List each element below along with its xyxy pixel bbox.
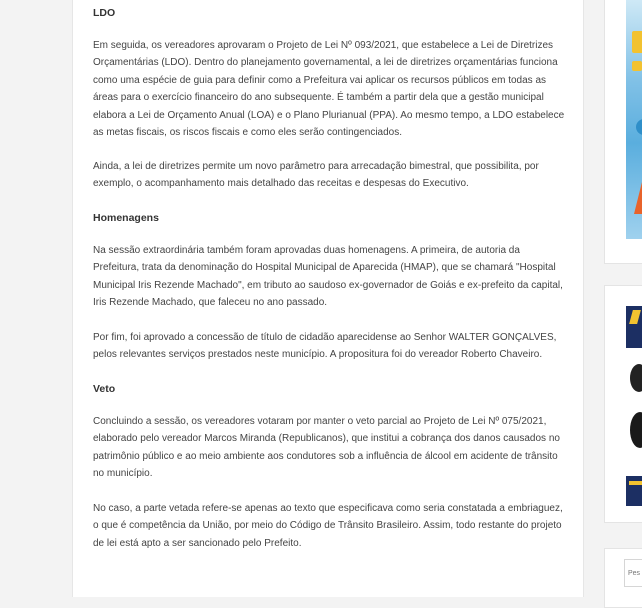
sidebar-ad-card[interactable] — [604, 285, 642, 523]
article-body — [72, 0, 584, 597]
ad-yellow-shape — [632, 31, 642, 53]
sidebar-search-card — [604, 548, 642, 608]
search-input[interactable] — [624, 559, 642, 587]
ad-tire-icon — [630, 364, 642, 392]
ad-yellow-shape — [632, 61, 642, 71]
section-heading-veto: Veto — [93, 383, 116, 395]
ad-orange-shape — [634, 174, 642, 214]
ad-footer-stripe — [629, 481, 642, 485]
paragraph: Em seguida, os vereadores aprovaram o Projeto de Lei Nº 093/2021, que estabelece a Lei de Diretrizes Orçamentárias (LDO). Dentro do planejamento governamental, a lei de diretrizes orçamentárias funciona como uma espécie de guia para definir como a Prefeitura vai aplicar os recursos públicos em todas as áreas para o exercício financeiro do ano subsequente. É também a partir dela que a gestão municipal elabora a Lei de Orçamento Anual (LOA) e o Plano Plurianual (PPA). Ao mesmo tempo, a LDO estabelece as metas fiscais, os riscos fiscais e como eles serão contingenciados. — [93, 40, 565, 139]
paragraph: No caso, a parte vetada refere-se apenas ao texto que especificava como seria constatada a embriaguez, o que é competência da União, por meio do Código de Trânsito Brasileiro. Assim, todo restante do projeto de lei está apto a ser sancionado pelo Prefeito. — [93, 503, 563, 549]
advertisement-banner[interactable] — [626, 0, 642, 239]
paragraph: Ainda, a lei de diretrizes permite um novo parâmetro para arrecadação bimestral, que possibilita, por exemplo, o acompanhamento mais detalhado das receitas e despesas do Executivo. — [93, 161, 539, 190]
sidebar-ad-card[interactable] — [604, 0, 642, 264]
paragraph: Por fim, foi aprovado a concessão de título de cidadão aparecidense ao Senhor WALTER GONÇALVES, pelos relevantes serviços prestados neste município. A propositura foi do vereador Roberto Chaveiro. — [93, 332, 557, 361]
paragraph: Na sessão extraordinária também foram aprovadas duas homenagens. A primeira, de autoria da Prefeitura, trata da denominação do Hospital Municipal de Aparecida (HMAP), que se chamará "Hospital Municipal Iris Rezende Machado", em tributo ao saudoso ex-governador de Goiás e ex-prefeito da capital, Iris Rezende Machado, que faleceu no ano passado. — [93, 245, 563, 309]
section-heading-homenagens: Homenagens — [93, 212, 159, 224]
advertisement-banner[interactable] — [626, 306, 642, 506]
paragraph: Concluindo a sessão, os vereadores votaram por manter o veto parcial ao Projeto de Lei Nº 075/2021, elaborado pelo vereador Marcos Miranda (Republicanos), que institui a cobrança dos danos causados no patrimônio público e ao meio ambiente aos condutores sob a influência de álcool em acidente de trânsito no município. — [93, 416, 560, 480]
section-heading-ldo: LDO — [93, 7, 116, 19]
ad-circle-shape — [636, 119, 642, 135]
ad-tire-icon — [630, 412, 642, 448]
